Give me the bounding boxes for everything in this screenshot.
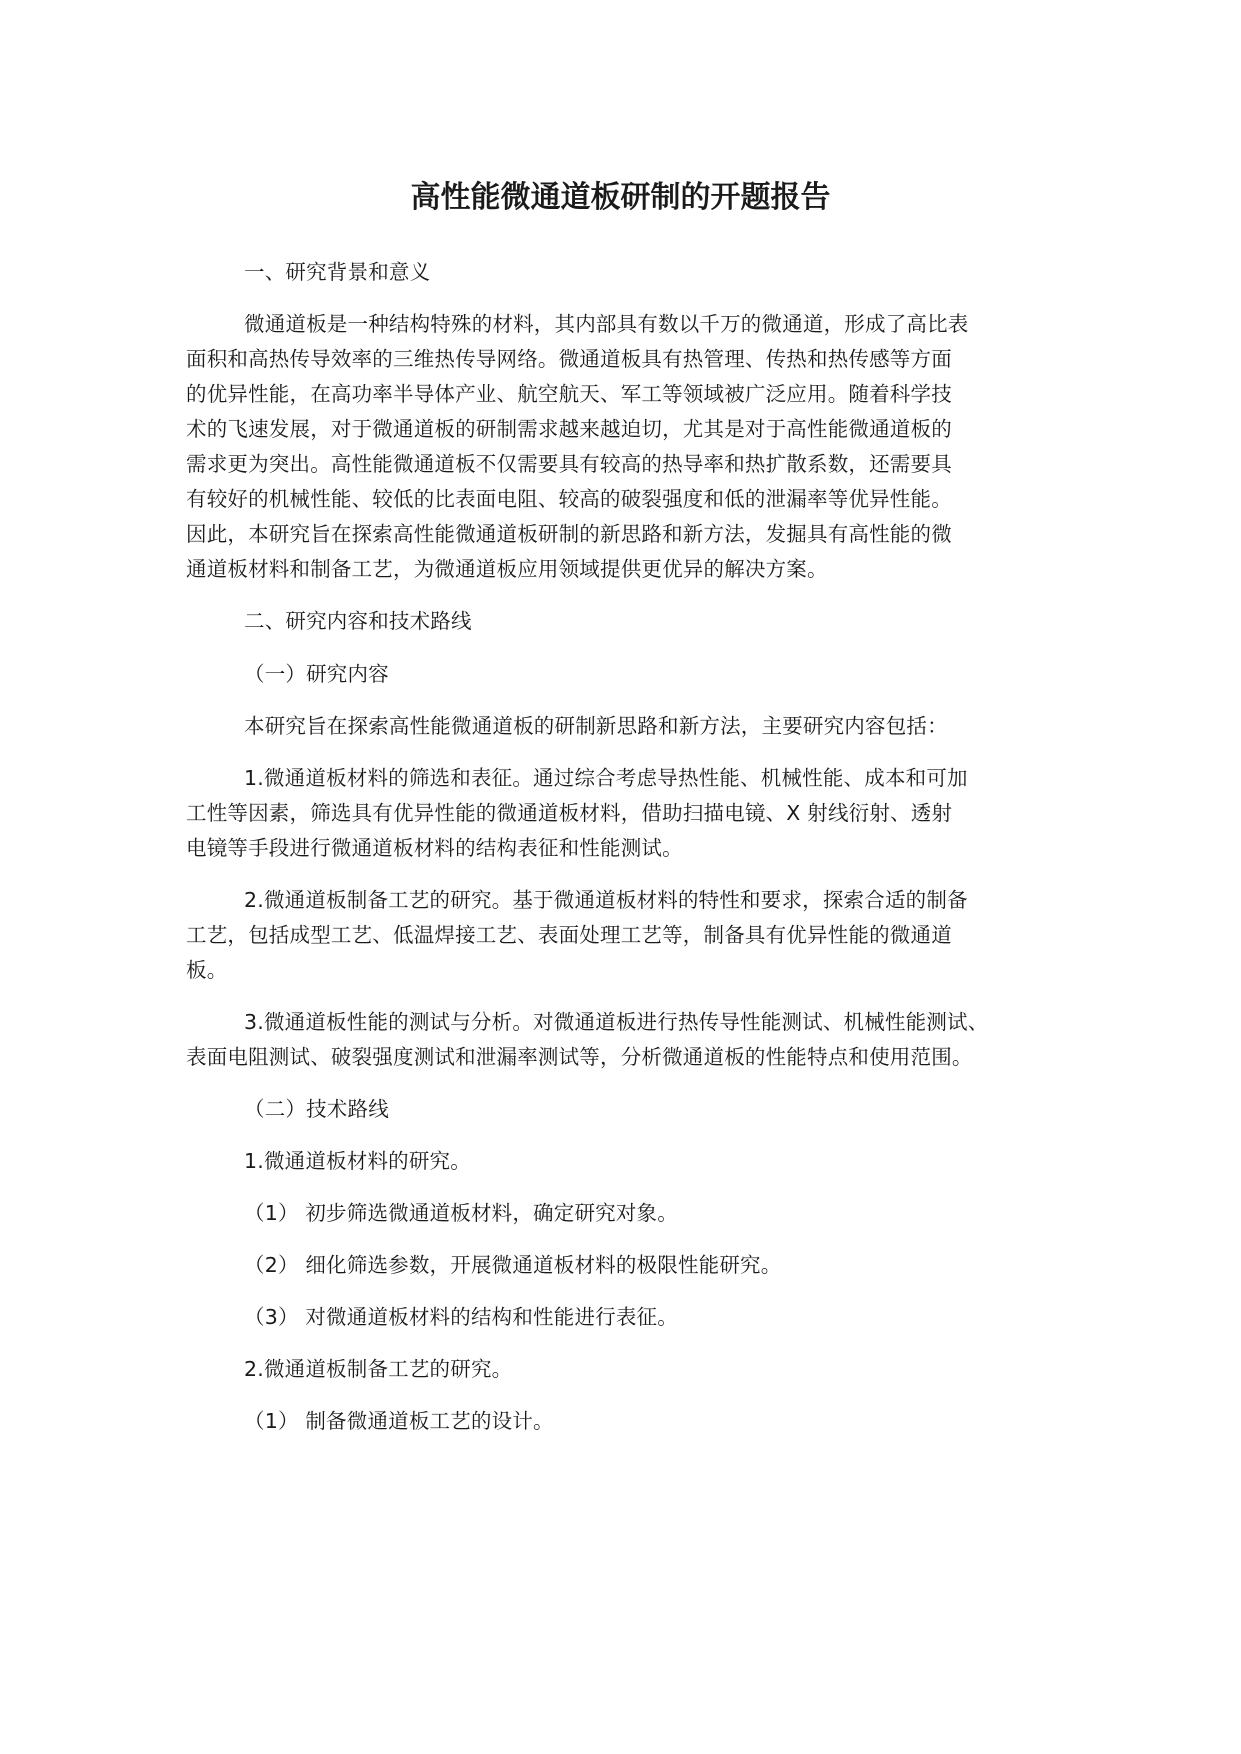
paragraph-line: 需求更为突出。高性能微通道板不仅需要具有较高的热导率和热扩散系数，还需要具 xyxy=(186,452,952,476)
paragraph-line: 板。 xyxy=(186,958,228,982)
paragraph-line: 因此，本研究旨在探索高性能微通道板研制的新思路和新方法，发掘具有高性能的微 xyxy=(186,522,952,546)
paragraph-line: 工艺，包括成型工艺、低温焊接工艺、表面处理工艺等，制备具有优异性能的微通道 xyxy=(186,923,952,947)
section-heading-2: 二、研究内容和技术路线 xyxy=(244,609,472,633)
paragraph-line: 的优异性能，在高功率半导体产业、航空航天、军工等领域被广泛应用。随着科学技 xyxy=(186,382,952,406)
document-title: 高性能微通道板研制的开题报告 xyxy=(410,180,831,215)
paragraph-line: 表面电阻测试、破裂强度测试和泄漏率测试等，分析微通道板的性能特点和使用范围。 xyxy=(186,1045,973,1069)
list-item: （1） 制备微通道板工艺的设计。 xyxy=(244,1409,554,1433)
paragraph-line: 本研究旨在探索高性能微通道板的研制新思路和新方法，主要研究内容包括： xyxy=(244,714,948,738)
paragraph-line: 面积和高热传导效率的三维热传导网络。微通道板具有热管理、传热和热传感等方面 xyxy=(186,347,952,371)
paragraph-line: 通道板材料和制备工艺，为微通道板应用领域提供更优异的解决方案。 xyxy=(186,557,828,581)
subsection-heading: （二）技术路线 xyxy=(244,1097,389,1121)
list-heading: 2.微通道板制备工艺的研究。 xyxy=(244,1357,513,1381)
section-heading-1: 一、研究背景和意义 xyxy=(244,260,431,284)
paragraph-line: 微通道板是一种结构特殊的材料，其内部具有数以千万的微通道，形成了高比表 xyxy=(244,312,969,336)
paragraph-line: 电镜等手段进行微通道板材料的结构表征和性能测试。 xyxy=(186,836,683,860)
subsection-heading: （一）研究内容 xyxy=(244,662,389,686)
paragraph-line: 1.微通道板材料的筛选和表征。通过综合考虑导热性能、机械性能、成本和可加 xyxy=(244,766,968,790)
list-item: （3） 对微通道板材料的结构和性能进行表征。 xyxy=(244,1305,678,1329)
paragraph-line: 术的飞速发展，对于微通道板的研制需求越来越迫切，尤其是对于高性能微通道板的 xyxy=(186,417,952,441)
paragraph-line: 2.微通道板制备工艺的研究。基于微通道板材料的特性和要求，探索合适的制备 xyxy=(244,888,968,912)
list-item: （1） 初步筛选微通道板材料，确定研究对象。 xyxy=(244,1201,678,1225)
paragraph-line: 3.微通道板性能的测试与分析。对微通道板进行热传导性能测试、机械性能测试、 xyxy=(244,1010,989,1034)
list-item: （2） 细化筛选参数，开展微通道板材料的极限性能研究。 xyxy=(244,1253,782,1277)
paragraph-line: 有较好的机械性能、较低的比表面电阻、较高的破裂强度和低的泄漏率等优异性能。 xyxy=(186,487,952,511)
paragraph-line: 工性等因素，筛选具有优异性能的微通道板材料，借助扫描电镜、X 射线衍射、透射 xyxy=(186,801,953,825)
list-heading: 1.微通道板材料的研究。 xyxy=(244,1149,471,1173)
